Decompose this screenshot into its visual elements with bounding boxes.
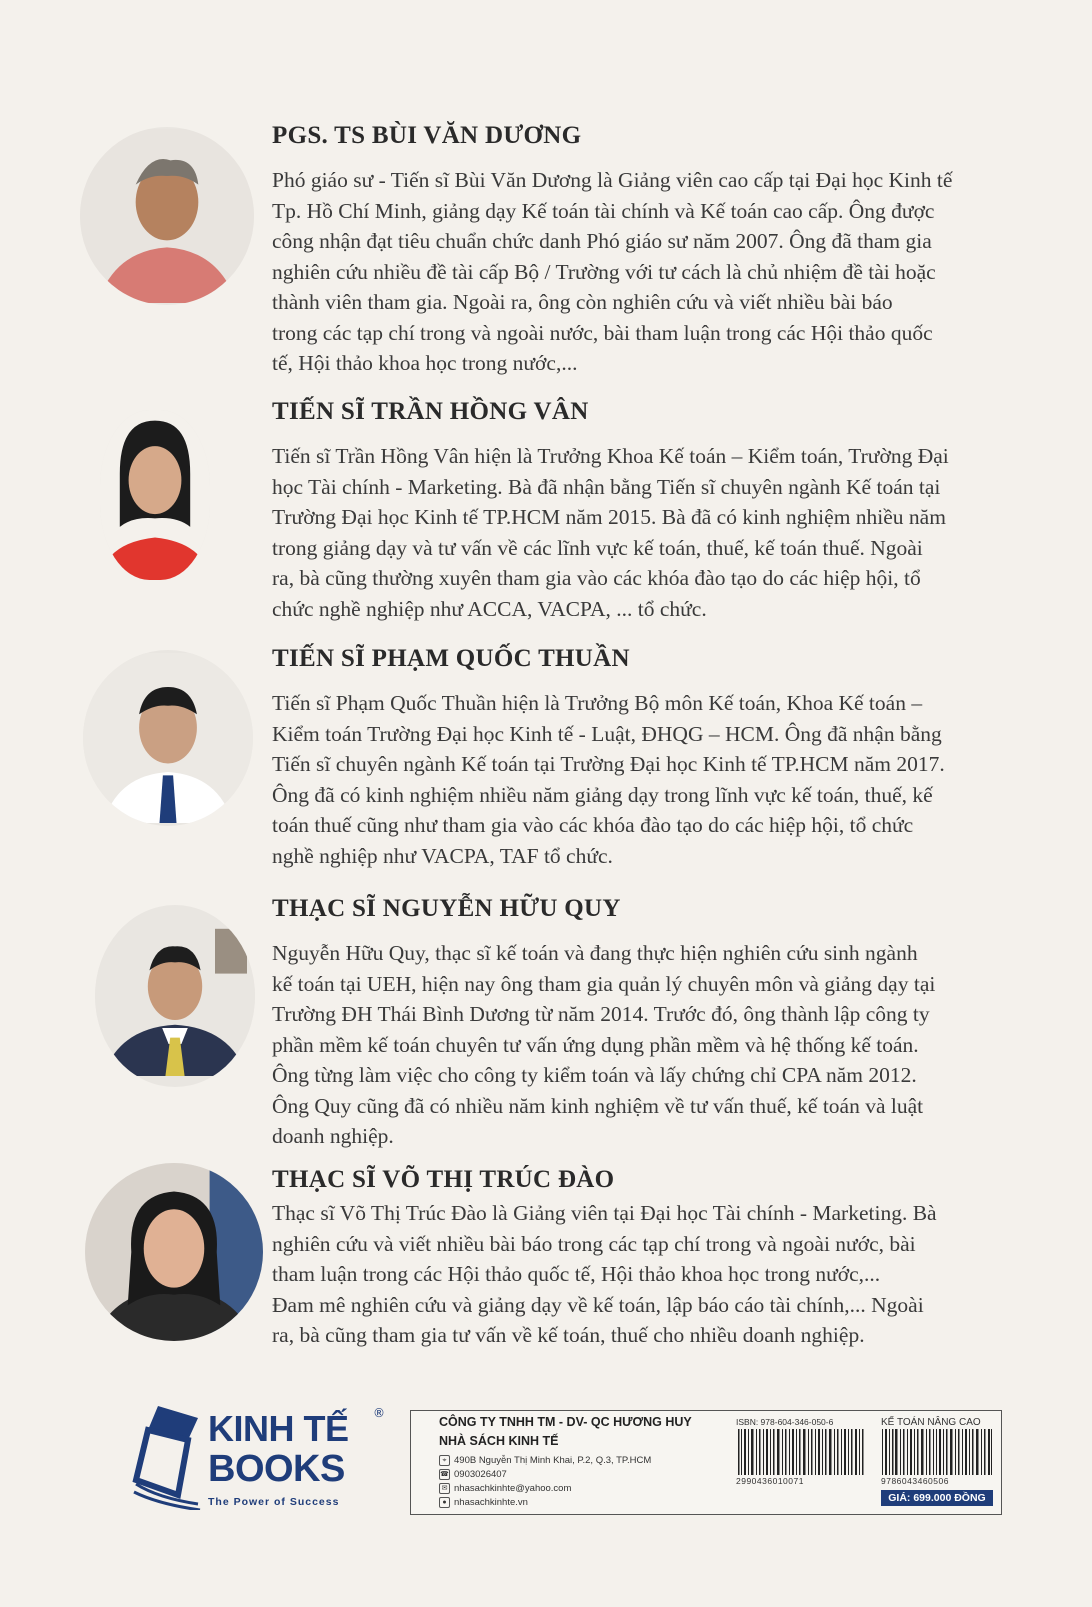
bio-line: doanh nghiệp. (272, 1124, 394, 1148)
bio-line: Ông từng làm việc cho công ty kiểm toán và lấy chứng chỉ CPA năm 2012. (272, 1063, 917, 1087)
bio-line: Trường Đại học Kinh tế TP.HCM năm 2015. Bà đã có kinh nghiệm nhiều năm (272, 505, 946, 529)
bio-line: Đam mê nghiên cứu và giảng dạy về kế toán, lập báo cáo tài chính,... Ngoài (272, 1292, 924, 1317)
phone-text: 0903026407 (454, 1469, 507, 1480)
publisher-logo (128, 1400, 383, 1515)
isbn-barcode (881, 1429, 993, 1475)
isbn-code: 9786043460506 (881, 1476, 949, 1486)
bio-line: chức nghề nghiệp như ACCA, VACPA, ... tổ chức. (272, 596, 707, 621)
bio-line: Nguyễn Hữu Quy, thạc sĩ kế toán và đang thực hiện nghiên cứu sinh ngành (272, 941, 918, 965)
author-name: THẠC SĨ NGUYỄN HỮU QUY (272, 895, 621, 922)
author-photo (83, 650, 253, 826)
address-text: 490B Nguyễn Thị Minh Khai, P.2, Q.3, TP.HCM (454, 1455, 652, 1466)
bio-line: Tiến sĩ chuyên ngành Kế toán tại Trường Đại học Kinh tế TP.HCM năm 2017. (272, 752, 945, 776)
web-icon: ● (439, 1497, 450, 1508)
website-row (439, 1497, 528, 1508)
author-photo (80, 127, 254, 305)
bio-line: Kiểm toán Trường Đại học Kinh tế - Luật, ĐHQG – HCM. Ông đã nhận bằng (272, 721, 942, 746)
registered-mark: ® (373, 1406, 385, 1420)
logo-tagline: The Power of Success (208, 1496, 340, 1508)
bio-line: trong giảng dạy và tư vấn về các lĩnh vực kế toán, thuế, kế toán thuế. Ngoài (272, 535, 923, 560)
bio-line: nghề nghiệp như VACPA, TAF tổ chức. (272, 843, 613, 868)
bio-line: trong các tạp chí trong và ngoài nước, bài tham luận trong các Hội thảo quốc (272, 320, 933, 345)
author-photo (100, 410, 210, 580)
bio-line: nghiên cứu và viết nhiều bài báo trong các tạp chí trong và ngoài nước, bài (272, 1231, 916, 1256)
store-name: NHÀ SÁCH KINH TẾ (439, 1434, 559, 1448)
bio-line: ra, bà cũng thường xuyên tham gia vào các khóa đào tạo do các hiệp hội, tổ (272, 566, 921, 590)
email-text: nhasachkinhte@yahoo.com (454, 1483, 572, 1494)
bio-line: toán thuế cũng như tham gia vào các khóa đào tạo do các hiệp hội, tổ chức (272, 813, 914, 837)
price-tag: GIÁ: 699.000 ĐỒNG (881, 1490, 993, 1506)
isbn-label: ISBN: 978-604-346-050-6 (736, 1417, 834, 1427)
internal-barcode (736, 1429, 866, 1475)
bio-line: Ông Quy cũng đã có nhiều năm kinh nghiệm về tư vấn thuế, kế toán và luật (272, 1093, 924, 1118)
bio-line: Thạc sĩ Võ Thị Trúc Đào là Giảng viên tại Đại học Tài chính - Marketing. Bà (272, 1201, 937, 1225)
bio-line: tế, Hội thảo khoa học trong nước,... (272, 351, 578, 375)
address-row (439, 1455, 651, 1466)
publisher-info-box (410, 1410, 1002, 1515)
bio-line: Tp. Hồ Chí Minh, giảng dạy Kế toán tài chính và Kế toán cao cấp. Ông được (272, 198, 935, 223)
author-name: THẠC SĨ VÕ THỊ TRÚC ĐÀO (272, 1166, 615, 1193)
bio-line: Trường ĐH Thái Bình Dương từ năm 2014. Trước đó, ông thành lập công ty (272, 1002, 930, 1026)
email-row (439, 1483, 571, 1494)
bio-line: công nhận đạt tiêu chuẩn chức danh Phó giáo sư năm 2007. Ông đã tham gia (272, 229, 932, 253)
internal-code: 2990436010071 (736, 1476, 804, 1486)
bio-line: ra, bà cũng tham gia tư vấn về kế toán, thuế cho nhiều doanh nghiệp. (272, 1323, 865, 1347)
author-name: TIẾN SĨ PHẠM QUỐC THUẦN (272, 645, 630, 672)
bio-line: Ông đã có kinh nghiệm nhiều năm giảng dạy trong lĩnh vực kế toán, thuế, kế (272, 782, 933, 807)
author-photo (95, 905, 255, 1087)
email-icon: ✉ (439, 1483, 450, 1494)
author-bio (272, 165, 1072, 379)
bio-line: Tiến sĩ Phạm Quốc Thuần hiện là Trưởng Bộ môn Kế toán, Khoa Kế toán – (272, 691, 923, 715)
website-text: nhasachkinhte.vn (454, 1497, 528, 1508)
bio-line: nghiên cứu nhiều đề tài cấp Bộ / Trường với tư cách là chủ nhiệm đề tài hoặc (272, 259, 936, 284)
company-name: CÔNG TY TNHH TM - DV- QC HƯƠNG HUY (439, 1415, 692, 1429)
phone-row (439, 1469, 507, 1480)
book-title: KẾ TOÁN NÂNG CAO (881, 1417, 981, 1428)
author-name: TIẾN SĨ TRẦN HỒNG VÂN (272, 398, 589, 425)
bio-line: tham luận trong các Hội thảo quốc tế, Hội thảo khoa học trong nước,... (272, 1262, 881, 1286)
logo-line1: KINH TẾ (208, 1408, 349, 1449)
author-photo (85, 1163, 263, 1341)
bio-line: phần mềm kế toán chuyên tư vấn ứng dụng phần mềm và hệ thống kế toán. (272, 1032, 919, 1057)
bio-line: học Tài chính - Marketing. Bà đã nhận bằng Tiến sĩ chuyên ngành Kế toán tại (272, 474, 941, 499)
phone-icon: ☎ (440, 1471, 449, 1478)
author-bio (272, 441, 1072, 624)
bio-line: thành viên tham gia. Ngoài ra, ông còn nghiên cứu và viết nhiều bài báo (272, 290, 893, 314)
author-bio (272, 938, 1072, 1152)
author-bio (272, 1198, 1072, 1351)
author-name: PGS. TS BÙI VĂN DƯƠNG (272, 122, 582, 149)
logo-line2: BOOKS (208, 1448, 345, 1490)
bio-line: kế toán tại UEH, hiện nay ông tham gia quản lý chuyên môn và giảng dạy tại (272, 971, 936, 996)
bio-line: Phó giáo sư - Tiến sĩ Bùi Văn Dương là Giảng viên cao cấp tại Đại học Kinh tế (272, 168, 953, 192)
author-bio (272, 688, 1072, 871)
book-icon (128, 1400, 208, 1510)
location-icon: ⌖ (439, 1455, 450, 1466)
bio-line: Tiến sĩ Trần Hồng Vân hiện là Trưởng Khoa Kế toán – Kiểm toán, Trường Đại (272, 444, 949, 468)
